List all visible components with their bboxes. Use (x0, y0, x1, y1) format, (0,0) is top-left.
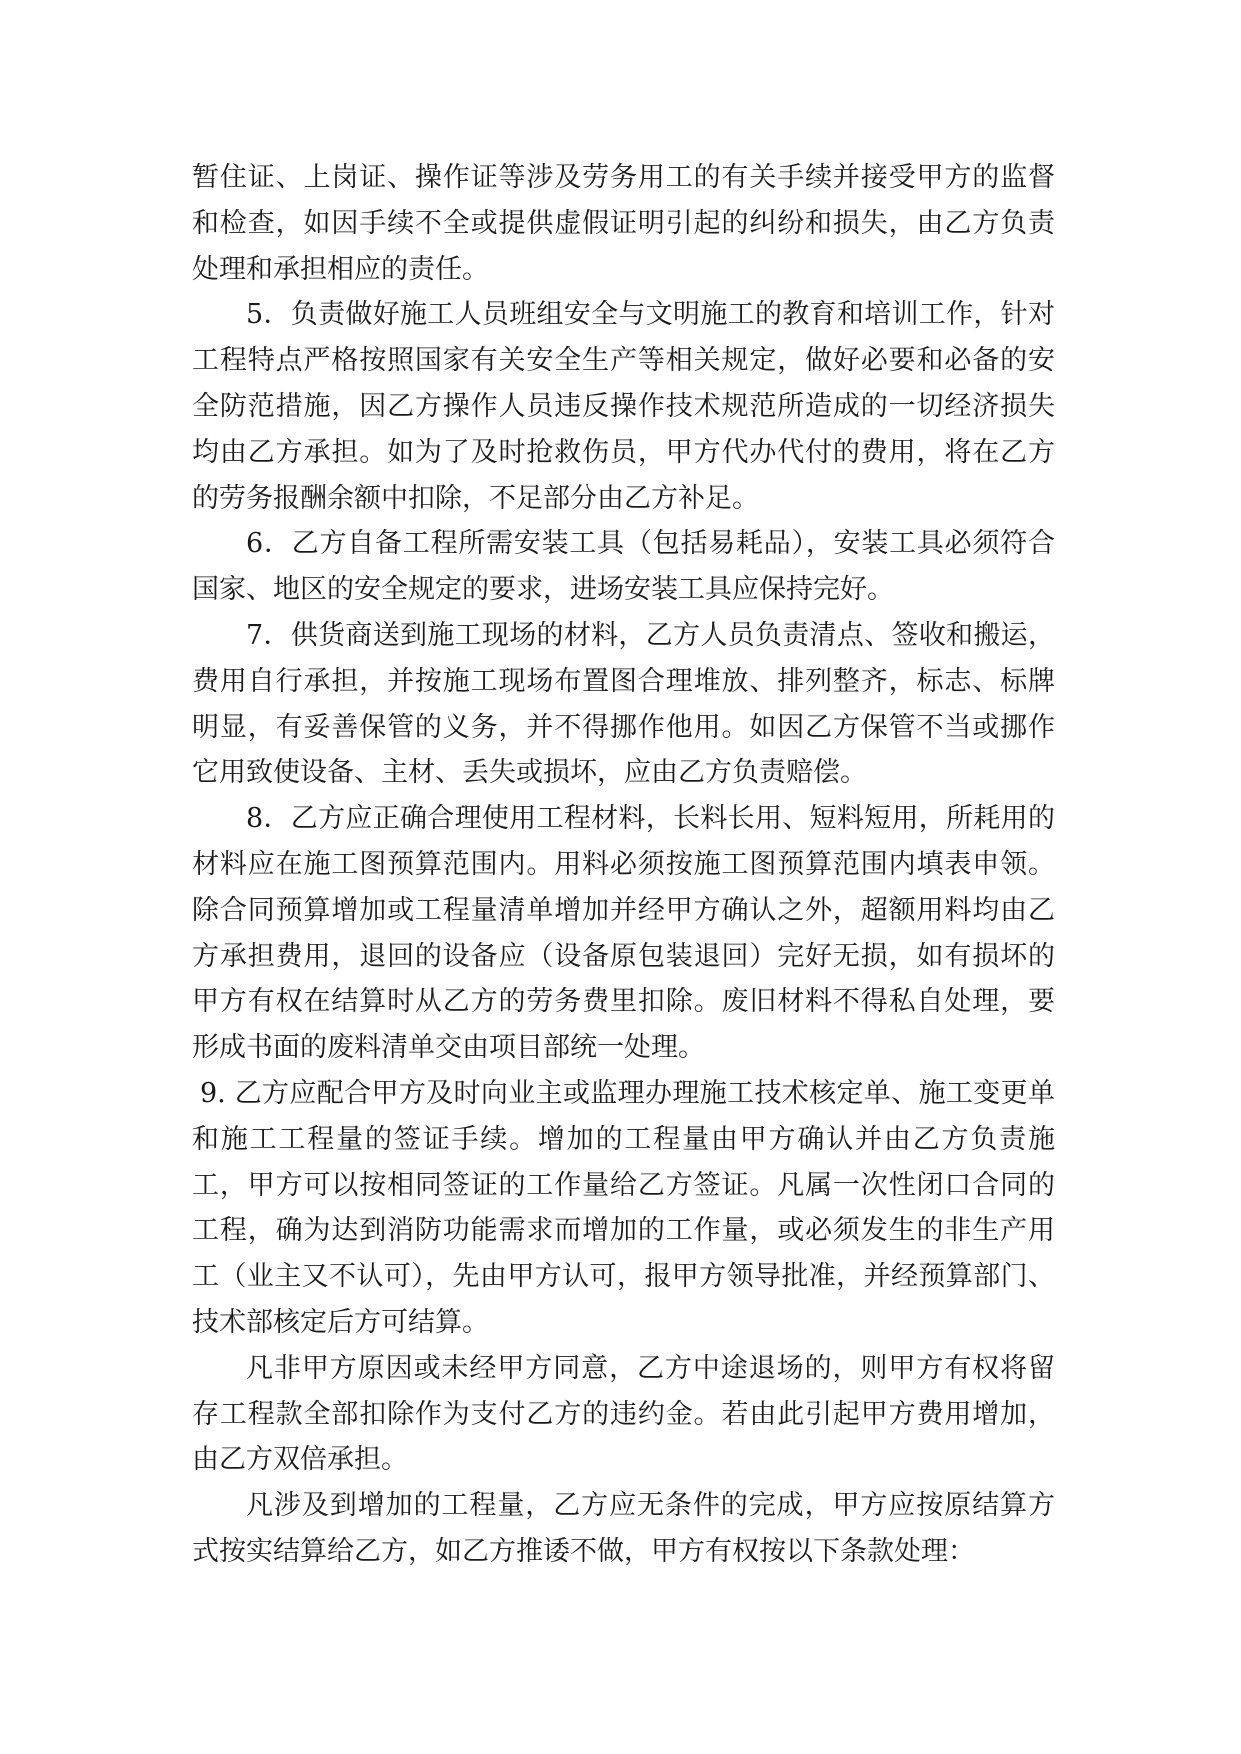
paragraph-continuation: 暂住证、上岗证、操作证等涉及劳务用工的有关手续并接受甲方的监督和检查，如因手续不全或提供虚假证明引起的纠纷和损失，由乙方负责处理和承担相应的责任。 (192, 162, 1055, 285)
paragraph-withdrawal: 凡非甲方原因或未经甲方同意，乙方中途退场的，则甲方有权将留存工程款全部扣除作为支付乙方的违约金。若由此引起甲方费用增加，由乙方双倍承担。 (192, 1352, 1055, 1476)
paragraph-clause-5: 5．负责做好施工人员班组安全与文明施工的教育和培训工作，针对工程特点严格按照国家有关安全生产等相关规定，做好必要和必备的安全防范措施，因乙方操作人员违反操作技术规范所造成的一切经济损失均由乙方承担。如为了及时抢救伤员，甲方代办代付的费用，将在乙方的劳务报酬余额中扣除，不足部分由乙方补足。 (192, 299, 1055, 514)
paragraph-clause-8: 8．乙方应正确合理使用工程材料，长料长用、短料短用，所耗用的材料应在施工图预算范围内。用料必须按施工图预算范围内填表申领。除合同预算增加或工程量清单增加并经甲方确认之外，超额用料均由乙方承担费用，退回的设备应（设备原包装退回）完好无损，如有损坏的甲方有权在结算时从乙方的劳务费里扣除。废旧材料不得私自处理，要形成书面的废料清单交由项目部统一处理。 (192, 803, 1055, 1064)
paragraph-clause-6: 6．乙方自备工程所需安装工具（包括易耗品），安装工具必须符合国家、地区的安全规定的要求，进场安装工具应保持完好。 (192, 528, 1055, 606)
paragraph-clause-7: 7．供货商送到施工现场的材料，乙方人员负责清点、签收和搬运，费用自行承担，并按施工现场布置图合理堆放、排列整齐，标志、标牌明显，有妥善保管的义务，并不得挪作他用。如因乙方保管不当或挪作它用致使设备、主材、丢失或损坏，应由乙方负责赔偿。 (192, 619, 1055, 789)
paragraph-extra-work: 凡涉及到增加的工程量，乙方应无条件的完成，甲方应按原结算方式按实结算给乙方，如乙方推诿不做，甲方有权按以下条款处理： (192, 1490, 1055, 1567)
document-page (192, 155, 1055, 1575)
paragraph-clause-9: 9. 乙方应配合甲方及时向业主或监理办理施工技术核定单、施工变更单和施工工程量的签证手续。增加的工程量由甲方确认并由乙方负责施工，甲方可以按相同签证的工作量给乙方签证。凡属一次性闭口合同的工程，确为达到消防功能需求而增加的工作量，或必须发生的非生产用工（业主又不认可），先由甲方认可，报甲方领导批准，并经预算部门、技术部核定后方可结算。 (192, 1077, 1055, 1338)
